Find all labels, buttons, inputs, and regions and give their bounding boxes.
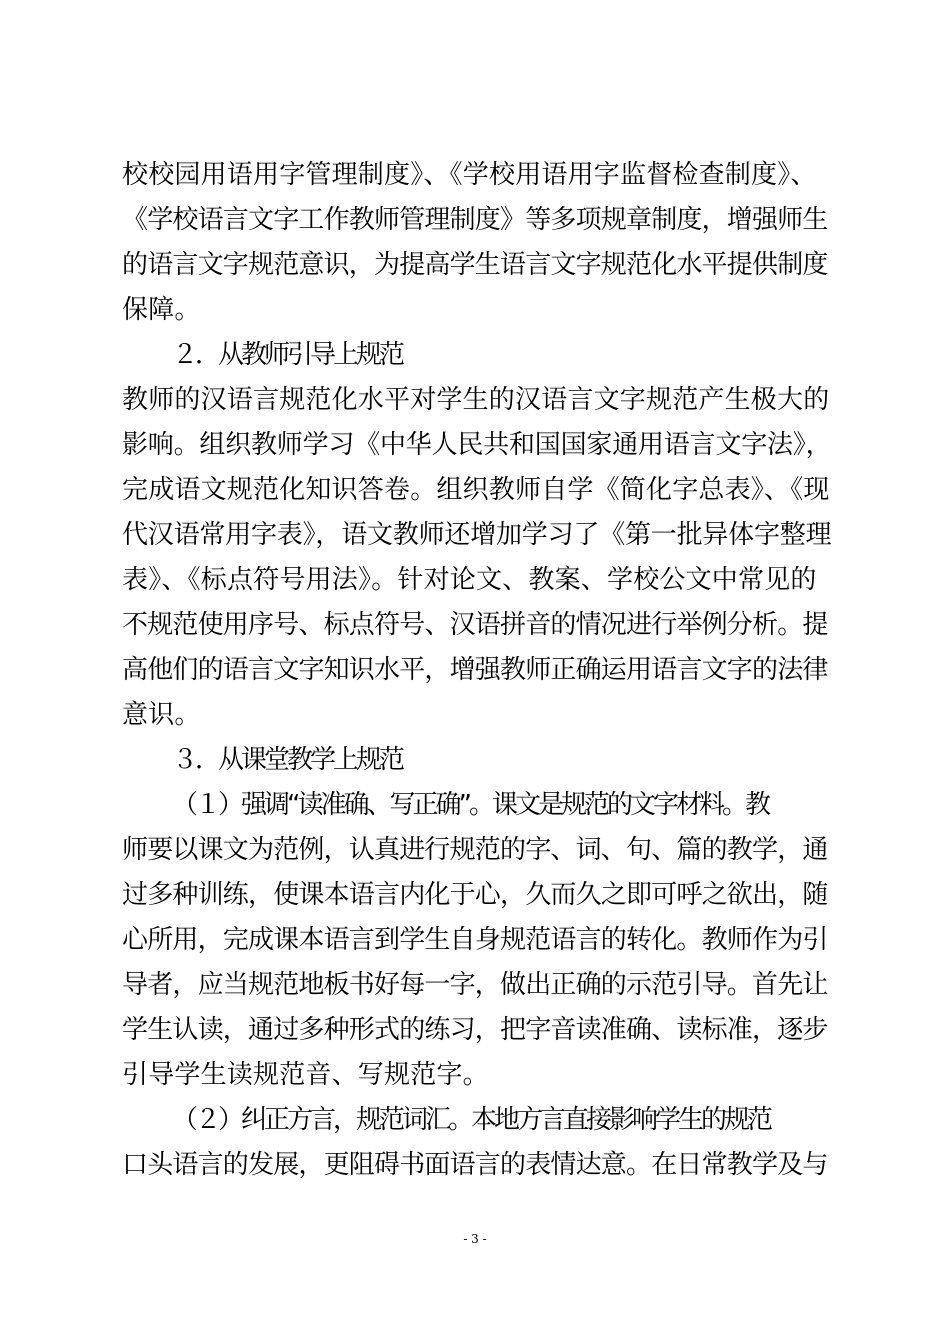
page-number: - 3 - [463,1232,487,1246]
paragraph-line: 师要以课文为范例，认真进行规范的字、词、句、篇的教学，通 [122,835,828,865]
paragraph-line: 保障。 [122,295,201,325]
paragraph-line: 影响。组织教师学习《中华人民共和国国家通用语言文字法》， [122,430,832,460]
paragraph-line: 代汉语常用字表》，语文教师还增加学习了《第一批异体字整理 [122,520,832,550]
paragraph-line: 引导学生读规范音、写规范字。 [122,1060,489,1090]
paragraph-line: 导者，应当规范地板书好每一字，做出正确的示范引导。首先让 [122,970,828,1000]
paragraph-line: （１）强调“读准确、写正确”。课文是规范的文字材料。教 [172,790,768,820]
paragraph-line: 《学校语言文字工作教师管理制度》等多项规章制度，增强师生 [122,205,828,235]
paragraph-line: 高他们的语言文字知识水平，增强教师正确运用语言文字的法律 [122,655,828,685]
paragraph-line: 的语言文字规范意识，为提高学生语言文字规范化水平提供制度 [122,250,828,280]
paragraph-line: 意识。 [122,700,201,730]
paragraph-line: 校校园用语用字管理制度》、《学校用语用字监督检查制度》、 [122,160,817,190]
section-heading: ３．从课堂教学上规范 [172,745,403,775]
paragraph-line: 过多种训练，使课本语言内化于心，久而久之即可呼之欲出，随 [122,880,828,910]
paragraph-line: 口头语言的发展，更阻碍书面语言的表情达意。在日常教学及与 [122,1150,828,1180]
paragraph-line: 完成语文规范化知识答卷。组织教师自学《简化字总表》、《现 [122,475,830,505]
paragraph-line: 表》、《标点符号用法》。针对论文、教案、学校公文中常见的 [122,565,817,595]
paragraph-line: 学生认读，通过多种形式的练习，把字音读准确、读标准，逐步 [122,1015,828,1045]
section-heading: ２．从教师引导上规范 [172,340,403,370]
paragraph-line: 教师的汉语言规范化水平对学生的汉语言文字规范产生极大的 [122,385,830,415]
paragraph-line: 不规范使用序号、标点符号、汉语拼音的情况进行举例分析。提 [122,610,828,640]
paragraph-line: 心所用，完成课本语言到学生自身规范语言的转化。教师作为引 [122,925,828,955]
paragraph-line: （２）纠正方言，规范词汇。本地方言直接影响学生的规范 [172,1105,771,1135]
